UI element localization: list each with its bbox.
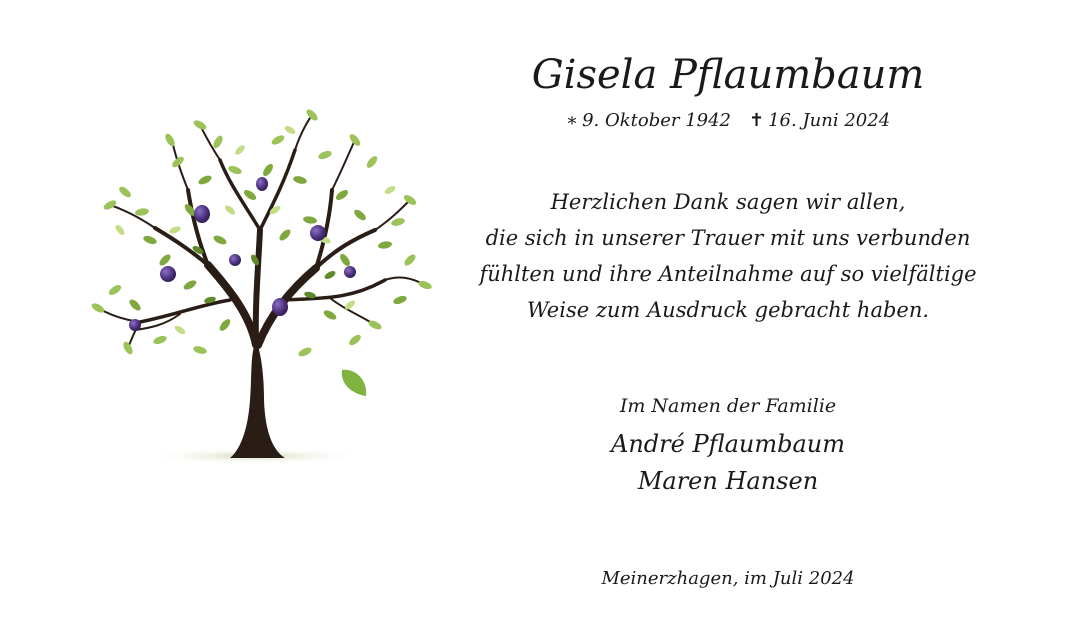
birth-icon: ∗ [565,110,579,131]
family-name: Maren Hansen [637,467,819,495]
thank-you-message [470,184,986,328]
deceased-name: Gisela Pflaumbaum [531,52,925,98]
message-line: Weise zum Ausdruck gebracht haben. [526,298,930,322]
life-dates [470,108,986,134]
message-line: fühlten und ihre Anteilnahme auf so vielfältige [479,262,977,286]
place-and-date: Meinerzhagen, im Juli 2024 [601,568,855,589]
plum-tree-illustration [80,100,440,480]
family-intro: Im Namen der Familie [619,395,837,417]
cross-icon: ✝ [749,110,765,131]
card-text [470,0,986,622]
family-name: André Pflaumbaum [610,430,846,458]
death-date: 16. Juni 2024 [768,110,891,131]
tree-branches [98,115,425,348]
tree-trunk [230,340,285,458]
message-line: Herzlichen Dank sagen wir allen, [550,190,906,214]
birth-date: 9. Oktober 1942 [582,110,732,131]
message-line: die sich in unserer Trauer mit uns verbunden [485,226,971,250]
falling-leaf [342,370,366,396]
